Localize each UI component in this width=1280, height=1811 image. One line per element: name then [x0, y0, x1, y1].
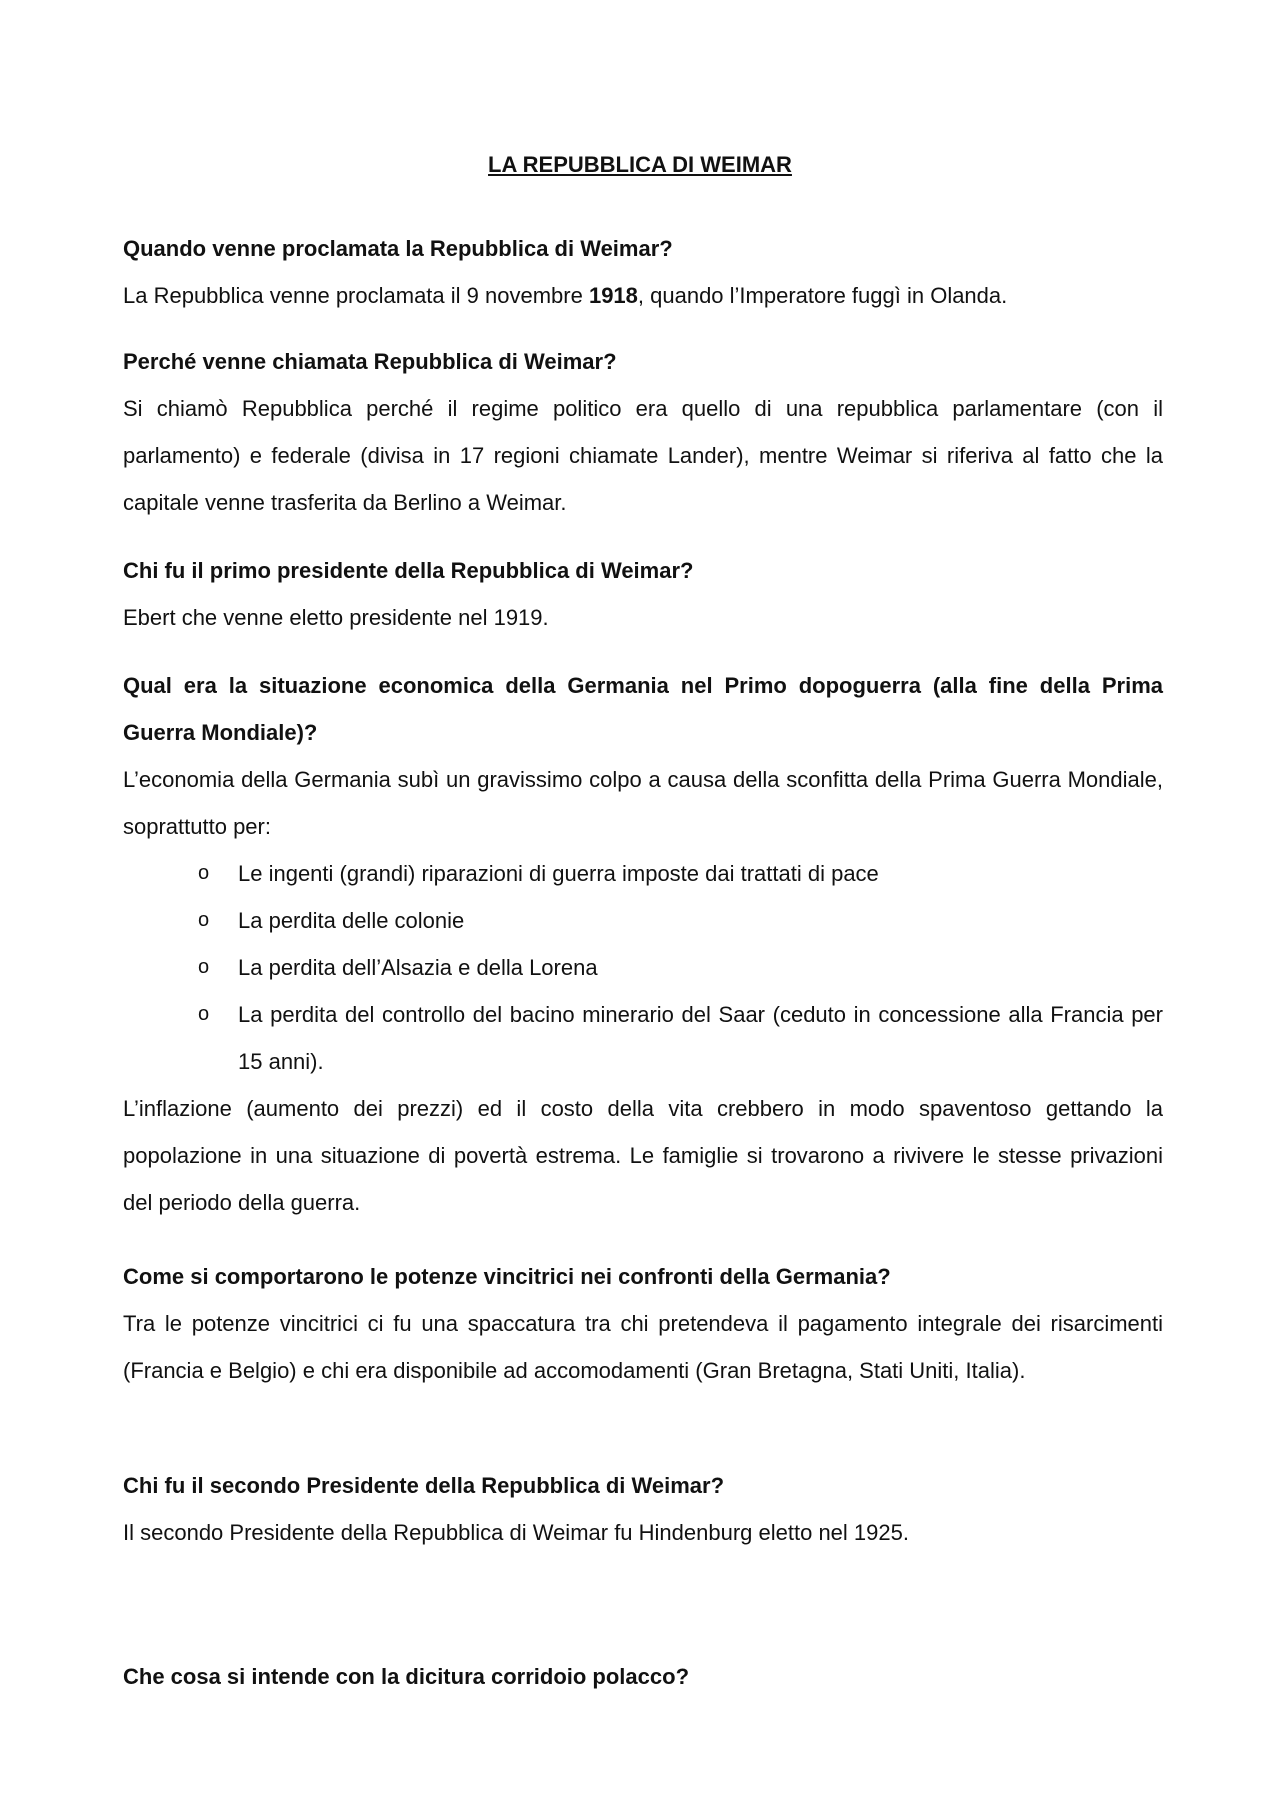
answer-intro: L’economia della Germania subì un gravissimo colpo a causa della sconfitta della Prima Guerra Mondiale, soprattutto per:	[123, 767, 1163, 839]
bullet-list	[123, 850, 1163, 1085]
section-polish-corridor	[123, 1653, 1163, 1700]
bullet-circle-icon: o	[198, 1003, 210, 1025]
answer-text	[123, 272, 1163, 319]
question-heading: Chi fu il secondo Presidente della Repubblica di Weimar?	[123, 1473, 725, 1498]
list-item-text: La perdita dell’Alsazia e della Lorena	[238, 955, 598, 980]
document-title: LA REPUBBLICA DI WEIMAR	[488, 152, 792, 177]
question-heading: Quando venne proclamata la Repubblica di Weimar?	[123, 236, 673, 261]
question-heading: Perché venne chiamata Repubblica di Weimar?	[123, 349, 617, 374]
answer-year-bold: 1918	[588, 283, 638, 308]
question-heading: Chi fu il primo presidente della Repubblica di Weimar?	[123, 558, 694, 583]
answer-text: Il secondo Presidente della Repubblica di Weimar fu Hindenburg eletto nel 1925.	[123, 1520, 909, 1545]
question-heading: Qual era la situazione economica della Germania nel Primo dopoguerra (alla fine della Prima Guerra Mondiale)?	[123, 673, 1163, 745]
question-heading: Che cosa si intende con la dicitura corridoio polacco?	[123, 1664, 690, 1689]
section-winning-powers	[123, 1253, 1163, 1394]
section-name-origin	[123, 338, 1163, 526]
bullet-circle-icon: o	[198, 909, 210, 931]
answer-outro: L’inflazione (aumento dei prezzi) ed il costo della vita crebbero in modo spaventoso gettando la popolazione in una situazione di povertà estrema. Le famiglie si trovarono a rivivere le stesse privazioni del periodo della guerra.	[123, 1096, 1163, 1215]
list-item-text: Le ingenti (grandi) riparazioni di guerra imposte dai trattati di pace	[238, 861, 879, 886]
list-item-text: La perdita delle colonie	[238, 908, 465, 933]
list-item	[123, 991, 1163, 1085]
answer-text: Si chiamò Repubblica perché il regime politico era quello di una repubblica parlamentare (con il parlamento) e federale (divisa in 17 regioni chiamate Lander), mentre Weimar si riferiva al fatto che la capitale venne trasferita da Berlino a Weimar.	[123, 396, 1163, 515]
answer-text-after: , quando l’Imperatore fuggì in Olanda.	[637, 283, 1008, 308]
bullet-circle-icon: o	[198, 956, 210, 978]
answer-text: Ebert che venne eletto presidente nel 1919.	[123, 605, 549, 630]
answer-text-before: La Repubblica venne proclamata il 9 novembre	[123, 283, 589, 308]
section-second-president	[123, 1462, 1163, 1556]
question-heading: Come si comportarono le potenze vincitrici nei confronti della Germania?	[123, 1264, 891, 1289]
list-item	[123, 944, 1163, 991]
list-item	[123, 897, 1163, 944]
section-proclamation	[123, 225, 1163, 319]
section-economy	[123, 662, 1163, 1226]
section-first-president	[123, 547, 1163, 641]
bullet-circle-icon: o	[198, 862, 210, 884]
list-item-text: La perdita del controllo del bacino minerario del Saar (ceduto in concessione alla Francia per 15 anni).	[238, 1002, 1163, 1074]
list-item	[123, 850, 1163, 897]
answer-text: Tra le potenze vincitrici ci fu una spaccatura tra chi pretendeva il pagamento integrale dei risarcimenti (Francia e Belgio) e chi era disponibile ad accomodamenti (Gran Bretagna, Stati Uniti, Italia).	[123, 1311, 1163, 1383]
